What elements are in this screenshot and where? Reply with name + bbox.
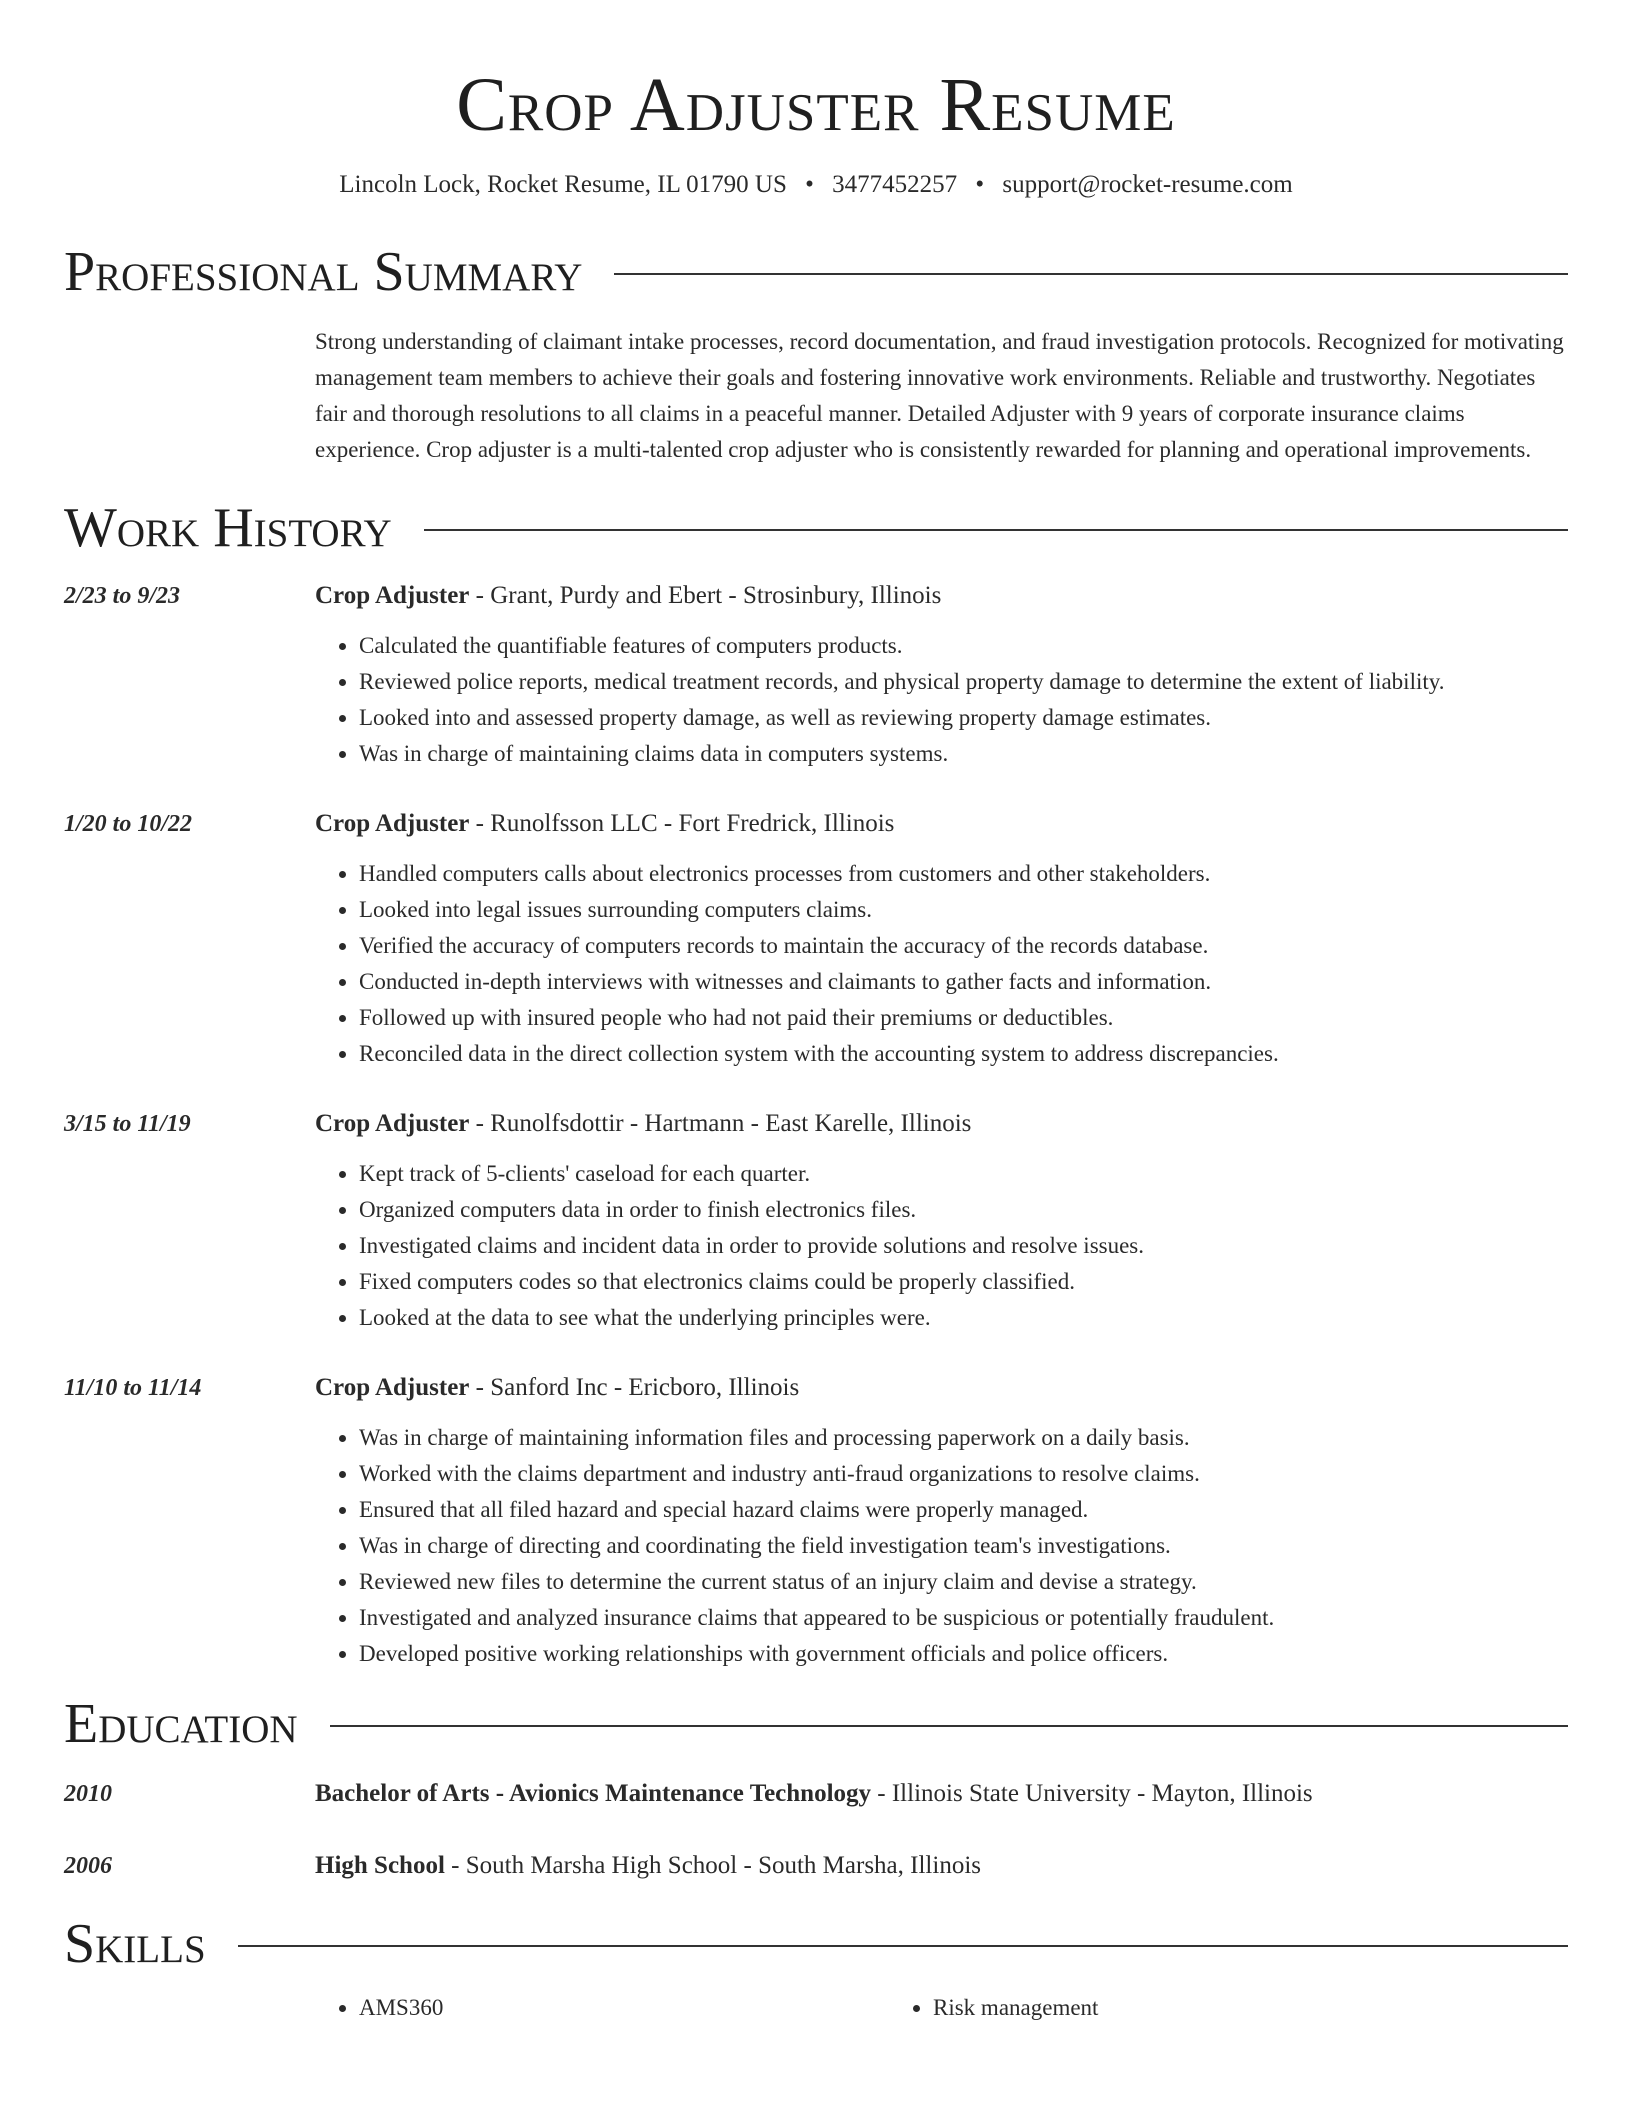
education-section-header (64, 1692, 1568, 1756)
job-header (315, 578, 1568, 614)
skills-column (889, 1990, 1463, 2026)
education-year: 2010 (64, 1781, 112, 1807)
job-details: - Grant, Purdy and Ebert - Strosinbury, Illinois (469, 582, 942, 609)
education-details: - Illinois State University - Mayton, Illinois (871, 1780, 1313, 1807)
education-degree: High School (315, 1852, 445, 1879)
job-header (315, 1106, 1568, 1142)
job-dates: 11/10 to 11/14 (64, 1375, 202, 1401)
contact-line (64, 170, 1568, 200)
job-bullet: • Looked into legal issues surrounding computers claims. (359, 892, 1568, 928)
job-entry (64, 806, 1568, 1072)
skills-section-header (64, 1912, 1568, 1976)
job-details: - Sanford Inc - Ericboro, Illinois (469, 1374, 800, 1401)
job-bullet: • Reconciled data in the direct collection system with the accounting system to address discrepancies. (359, 1036, 1568, 1072)
job-title: Crop Adjuster (315, 582, 470, 609)
section-divider (424, 529, 1568, 531)
job-bullet: • Conducted in-depth interviews with witnesses and claimants to gather facts and information. (359, 964, 1568, 1000)
summary-heading: Professional Summary (64, 241, 583, 303)
job-bullets (315, 1420, 1568, 1672)
contact-email: support@rocket-resume.com (1002, 171, 1293, 198)
section-divider (614, 273, 1568, 275)
contact-separator: • (805, 171, 814, 198)
job-bullets (315, 628, 1568, 772)
job-dates: 2/23 to 9/23 (64, 583, 181, 609)
job-title: Crop Adjuster (315, 1374, 470, 1401)
job-bullet: • Was in charge of maintaining claims data in computers systems. (359, 736, 1568, 772)
resume-title: Crop Adjuster Resume (456, 63, 1176, 147)
job-bullet: • Looked into and assessed property damage, as well as reviewing property damage estimates. (359, 700, 1568, 736)
section-divider (238, 1945, 1568, 1947)
job-bullet: • Calculated the quantifiable features of computers products. (359, 628, 1568, 664)
education-heading: Education (64, 1693, 298, 1755)
job-title: Crop Adjuster (315, 1110, 470, 1137)
education-entry (64, 1848, 1568, 1884)
education-degree: Bachelor of Arts - Avionics Maintenance Technology (315, 1780, 872, 1807)
job-bullet: • Investigated and analyzed insurance claims that appeared to be suspicious or potentially fraudulent. (359, 1600, 1568, 1636)
job-bullet: • Fixed computers codes so that electronics claims could be properly classified. (359, 1264, 1568, 1300)
work-heading: Work History (64, 497, 392, 559)
skills-column (315, 1990, 889, 2026)
job-title: Crop Adjuster (315, 810, 470, 837)
education-details: - South Marsha High School - South Marsha, Illinois (444, 1852, 981, 1879)
contact-separator: • (975, 171, 985, 198)
job-bullet: • Reviewed new files to determine the current status of an injury claim and devise a strategy. (359, 1564, 1568, 1600)
job-bullet: • Was in charge of directing and coordinating the field investigation team's investigations. (359, 1528, 1568, 1564)
skills-list (315, 1990, 1568, 2026)
job-bullet: • Investigated claims and incident data in order to provide solutions and resolve issues. (359, 1228, 1568, 1264)
job-bullet: • Followed up with insured people who had not paid their premiums or deductibles. (359, 1000, 1568, 1036)
job-bullet: • Verified the accuracy of computers records to maintain the accuracy of the records database. (359, 928, 1568, 964)
education-header (315, 1848, 1568, 1884)
education-entry (64, 1776, 1568, 1812)
skill-item: • Risk management (933, 1990, 1463, 2026)
job-bullet: • Ensured that all filed hazard and special hazard claims were properly managed. (359, 1492, 1568, 1528)
job-bullet: • Kept track of 5-clients' caseload for each quarter. (359, 1156, 1568, 1192)
job-bullet: • Reviewed police reports, medical treatment records, and physical property damage to determine the extent of liability. (359, 664, 1568, 700)
job-bullets (315, 856, 1568, 1072)
job-entry (64, 1370, 1568, 1672)
job-entry (64, 578, 1568, 772)
summary-section-header (64, 240, 1568, 304)
job-bullet: • Handled computers calls about electronics processes from customers and other stakeholders. (359, 856, 1568, 892)
work-section-header (64, 496, 1568, 560)
contact-address: Lincoln Lock, Rocket Resume, IL 01790 US (339, 171, 787, 198)
skills-heading: Skills (64, 1913, 206, 1975)
job-bullet: • Developed positive working relationships with government officials and police officers. (359, 1636, 1568, 1672)
job-bullet: • Looked at the data to see what the underlying principles were. (359, 1300, 1568, 1336)
job-header (315, 1370, 1568, 1406)
job-bullet: • Organized computers data in order to finish electronics files. (359, 1192, 1568, 1228)
job-details: - Runolfsdottir - Hartmann - East Karelle, Illinois (469, 1110, 972, 1137)
education-year: 2006 (64, 1853, 112, 1879)
job-bullet: • Worked with the claims department and industry anti-fraud organizations to resolve claims. (359, 1456, 1568, 1492)
education-header (315, 1776, 1568, 1812)
job-bullets (315, 1156, 1568, 1336)
contact-phone: 3477452257 (832, 171, 958, 198)
job-bullet: • Was in charge of maintaining information files and processing paperwork on a daily basis. (359, 1420, 1568, 1456)
job-header (315, 806, 1568, 842)
job-details: - Runolfsson LLC - Fort Fredrick, Illinois (469, 810, 895, 837)
section-divider (330, 1725, 1568, 1727)
summary-text: Strong understanding of claimant intake processes, record documentation, and fraud investigation protocols. Recognized for motivating management team members to achieve their goals and fostering innovative work environments. Reliable and trustworthy. Negotiates fair and thorough resolutions to all claims in a peaceful manner. Detailed Adjuster with 9 years of corporate insurance claims experience. Crop adjuster is a multi-talented crop adjuster who is consistently rewarded for planning and operational improvements. (315, 329, 1564, 462)
job-dates: 1/20 to 10/22 (64, 811, 193, 837)
job-entry (64, 1106, 1568, 1336)
skill-item: • AMS360 (359, 1990, 889, 2026)
job-dates: 3/15 to 11/19 (64, 1111, 191, 1137)
